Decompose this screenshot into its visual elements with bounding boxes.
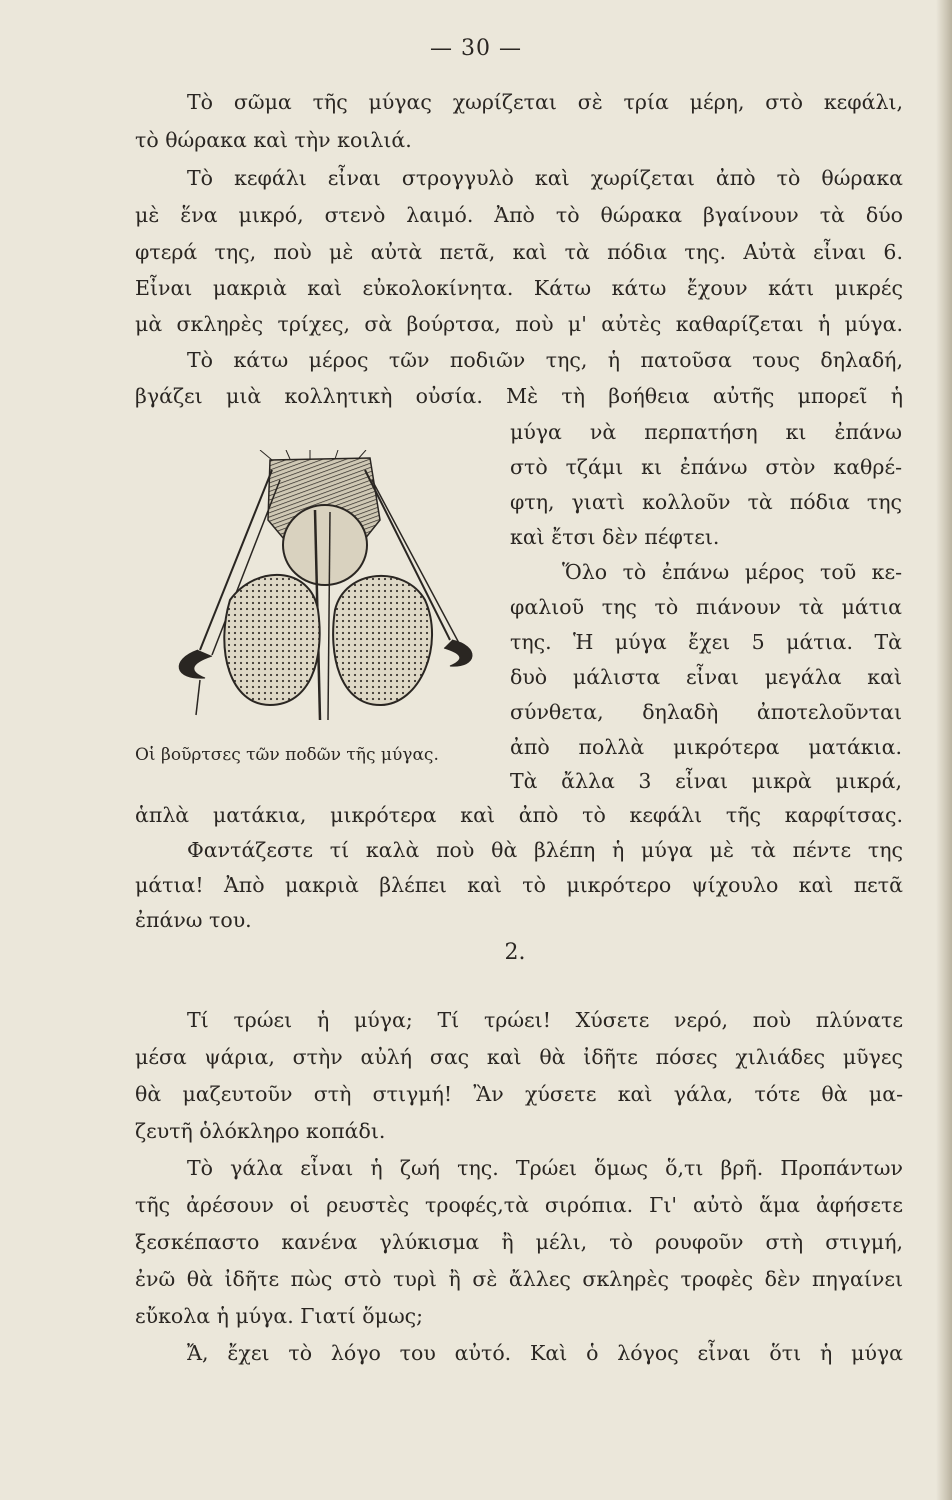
text-line: Ἄ, ἔχει τὸ λόγο του αὐτό. Καὶ ὁ λόγος εἶναι ὅτι ἡ μύγα — [187, 1341, 903, 1365]
text-line: ἐνῶ θὰ ἰδῆτε πὼς στὸ τυρὶ ἢ σὲ ἄλλες σκληρὲς τροφὲς δὲν πηγαίνει — [135, 1267, 903, 1291]
text-line: στὸ τζάμι κι ἐπάνω στὸν καθρέ- — [510, 455, 902, 479]
text-line: Τὸ γάλα εἶναι ἡ ζωή της. Τρώει ὅμως ὅ,τι βρῆ. Προπάντων — [187, 1156, 903, 1180]
text-line: εὔκολα ἡ μύγα. Γιατί ὅμως; — [135, 1304, 424, 1328]
text-line: φτη, γιατὶ κολλοῦν τὰ πόδια της — [510, 490, 902, 514]
text-line: δυὸ μάλιστα εἶναι μεγάλα καὶ — [510, 665, 902, 689]
text-line: Τὰ ἄλλα 3 εἶναι μικρὰ μικρά, — [510, 769, 902, 793]
text-line: Εἶναι μακριὰ καὶ εὐκολοκίνητα. Κάτω κάτω ἔχουν κάτι μικρές — [135, 276, 903, 300]
text-line: τὸ θώρακα καὶ τὴν κοιλιά. — [135, 128, 412, 152]
text-line: Τί τρώει ἡ μύγα; Τί τρώει! Χύσετε νερό, ποὺ πλύνατε — [187, 1008, 903, 1032]
text-line: ἐπάνω του. — [135, 908, 252, 932]
text-line: Τὸ κάτω μέρος τῶν ποδιῶν της, ἡ πατοῦσα τους δηλαδή, — [187, 348, 903, 372]
text-line: Τὸ σῶμα τῆς μύγας χωρίζεται σὲ τρία μέρη, στὸ κεφάλι, — [187, 90, 903, 114]
text-line: Τὸ κεφάλι εἶναι στρογγυλὸ καὶ χωρίζεται ἀπὸ τὸ θώρακα — [187, 166, 903, 190]
text-line: Ὅλο τὸ ἐπάνω μέρος τοῦ κε- — [562, 560, 902, 584]
text-line: φτερά της, ποὺ μὲ αὐτὰ πετᾶ, καὶ τὰ πόδια της. Αὐτὰ εἶναι 6. — [135, 240, 903, 264]
figure-caption: Οἱ βοῦρτσες τῶν ποδῶν τῆς μύγας. — [135, 745, 439, 765]
page-number: — 30 — — [430, 36, 522, 61]
text-line: καὶ ἔτσι δὲν πέφτει. — [510, 525, 720, 549]
text-line: μέσα ψάρια, στὴν αὐλή σας καὶ θὰ ἰδῆτε πόσες χιλιάδες μῦγες — [135, 1045, 903, 1069]
text-line: τῆς ἀρέσουν οἱ ρευστὲς τροφές,τὰ σιρόπια. Γι' αὐτὸ ἅμα ἀφήσετε — [135, 1193, 903, 1217]
text-line: Φαντάζεστε τί καλὰ ποὺ θὰ βλέπη ἡ μύγα μὲ τὰ πέντε της — [187, 838, 903, 862]
text-line: μάτια! Ἀπὸ μακριὰ βλέπει καὶ τὸ μικρότερο ψίχουλο καὶ πετᾶ — [135, 873, 903, 897]
text-line: ζευτῆ ὁλόκληρο κοπάδι. — [135, 1119, 386, 1143]
fly-foot-brushes-illustration — [160, 450, 500, 740]
text-line: βγάζει μιὰ κολλητικὴ οὐσία. Μὲ τὴ βοήθεια αὐτῆς μπορεῖ ἡ — [135, 384, 903, 408]
text-line: της. Ἡ μύγα ἔχει 5 μάτια. Τὰ — [510, 630, 902, 654]
text-line: ἀπὸ πολλὰ μικρότερα ματάκια. — [510, 735, 902, 759]
text-line: θὰ μαζευτοῦν στὴ στιγμή! Ἂν χύσετε καὶ γάλα, τότε θὰ μα- — [135, 1082, 903, 1106]
page-edge-shadow — [936, 0, 952, 1500]
text-line: ξεσκέπαστο κανένα γλύκισμα ἢ μέλι, τὸ ρουφοῦν στὴ στιγμή, — [135, 1230, 903, 1254]
text-line: σύνθετα, δηλαδὴ ἀποτελοῦνται — [510, 700, 902, 724]
text-line: φαλιοῦ της τὸ πιάνουν τὰ μάτια — [510, 595, 902, 619]
text-line: μύγα νὰ περπατήση κι ἐπάνω — [510, 420, 902, 444]
text-line: μὰ σκληρὲς τρίχες, σὰ βούρτσα, ποὺ μ' αὐτὲς καθαρίζεται ἡ μύγα. — [135, 312, 903, 336]
text-line: μὲ ἕνα μικρό, στενὸ λαιμό. Ἀπὸ τὸ θώρακα βγαίνουν τὰ δύο — [135, 203, 903, 227]
section-number: 2. — [504, 940, 526, 965]
text-line: ἁπλὰ ματάκια, μικρότερα καὶ ἀπὸ τὸ κεφάλι τῆς καρφίτσας. — [135, 803, 903, 827]
